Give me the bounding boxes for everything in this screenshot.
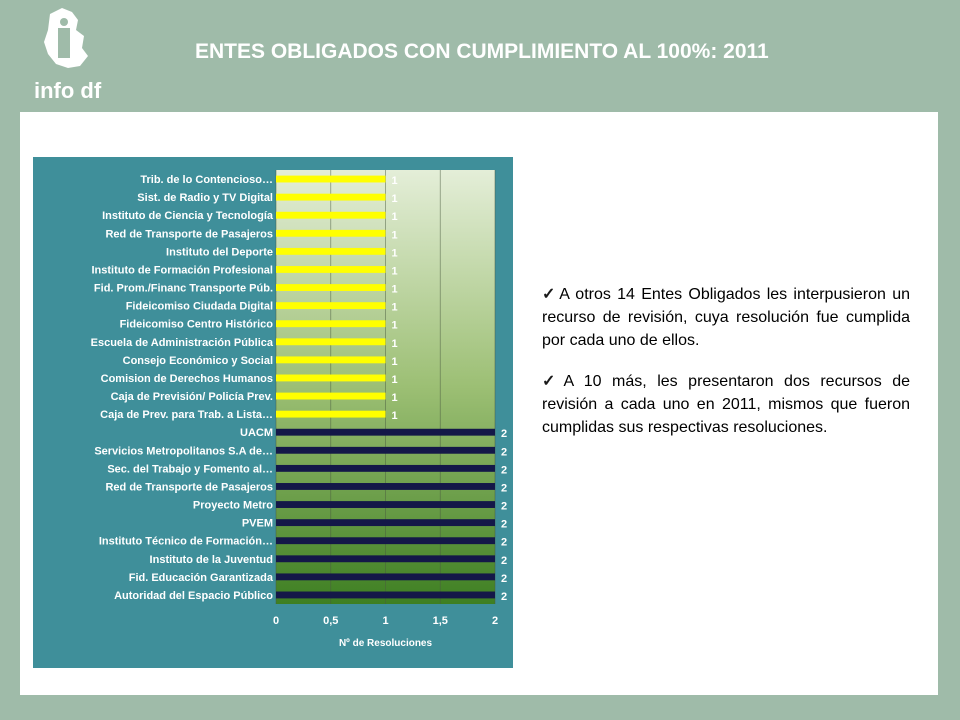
bar [276,302,386,309]
bar-chart [33,157,513,668]
x-axis-label: Nº de Resoluciones [338,638,433,649]
data-label: 1 [391,211,398,224]
y-tick-label: UACM [240,427,273,440]
bar [276,248,386,255]
data-label: 2 [501,500,508,513]
data-label: 1 [391,373,398,386]
bar [276,573,495,580]
bullet-list [542,283,910,457]
y-tick-label: Sec. del Trabajo y Fomento al… [107,463,273,476]
bar [276,212,386,219]
bar-chart-panel [33,157,513,668]
bar [276,266,386,273]
data-label: 1 [391,392,398,405]
bar [276,320,386,327]
bar [276,465,495,472]
bar [276,555,495,562]
x-tick-label: 2 [491,615,499,627]
bar [276,592,495,599]
bullet-item [542,370,910,439]
bar [276,483,495,490]
bar [276,230,386,237]
data-label: 2 [501,554,508,567]
check-icon: ✓ [542,286,558,303]
data-label: 2 [501,590,508,603]
data-label: 1 [391,175,398,188]
data-label: 1 [391,301,398,314]
bar [276,356,386,363]
data-label: 1 [391,283,398,296]
bar [276,194,386,201]
data-label: 1 [391,265,398,278]
y-tick-label: Red de Transporte de Pasajeros [105,228,273,241]
x-tick-label: 1 [382,615,389,627]
y-tick-label: Escuela de Administración Pública [90,336,273,349]
y-tick-label: Fideicomiso Ciudada Digital [125,300,273,313]
x-tick-label: 0 [272,615,280,627]
x-tick-label: 1,5 [432,615,448,627]
y-tick-label: Instituto de la Juventud [149,553,273,566]
data-label: 1 [391,319,398,332]
bar [276,393,386,400]
data-label: 1 [391,193,398,206]
y-tick-label: Instituto del Deporte [166,246,273,259]
y-tick-label: Instituto de Ciencia y Tecnología [102,210,273,223]
data-label: 2 [501,482,508,495]
data-label: 1 [391,355,398,368]
bar [276,519,495,526]
bar [276,375,386,382]
bar [276,447,495,454]
data-label: 1 [391,247,398,260]
data-label: 1 [391,410,398,423]
y-tick-label: Red de Transporte de Pasajeros [105,481,273,494]
bullet-item [542,283,910,352]
bar [276,501,495,508]
x-tick-label: 0,5 [323,615,339,627]
y-tick-label: PVEM [241,517,273,530]
y-tick-label: Instituto Técnico de Formación… [98,535,273,548]
data-label: 2 [501,518,508,531]
y-tick-label: Caja de Previsión/ Policía Prev. [110,391,273,404]
data-label: 1 [391,229,398,242]
y-tick-label: Comision de Derechos Humanos [100,372,273,385]
y-tick-label: Sist. de Radio y TV Digital [137,192,273,205]
check-icon: ✓ [542,373,562,390]
data-label: 2 [501,428,508,441]
bullet-text: A 10 más, les presentaron dos recursos de revisión a cada uno en 2011, mismos que fueron cumplidas sus respectivas resoluciones. [542,373,911,436]
bar [276,284,386,291]
page-title: ENTES OBLIGADOS CON CUMPLIMIENTO AL 100%: 2011 [195,40,769,63]
bar [276,429,495,436]
y-tick-label: Instituto de Formación Profesional [91,264,273,277]
bullet-text: A otros 14 Entes Obligados les interpusieron un recurso de revisión, cuya resolución fue cumplida por cada uno de ellos. [542,286,911,349]
y-tick-label: Trib. de lo Contencioso… [140,174,273,187]
y-tick-label: Consejo Económico y Social [122,354,273,367]
y-tick-label: Fid. Prom./Financ Transporte Púb. [93,282,273,295]
y-tick-label: Proyecto Metro [192,499,273,512]
bar [276,537,495,544]
bar [276,411,386,418]
data-label: 2 [501,536,508,549]
data-label: 2 [501,572,508,585]
bar [276,338,386,345]
y-tick-label: Autoridad del Espacio Público [114,589,273,602]
infodf-logo [28,6,108,106]
y-tick-label: Caja de Prev. para Trab. a Lista… [100,409,273,422]
data-label: 2 [501,446,508,459]
bar [276,176,386,183]
y-tick-label: Servicios Metropolitanos S.A de… [94,445,273,458]
y-tick-label: Fid. Educación Garantizada [128,571,273,584]
svg-text:info df: info df [34,78,102,103]
y-tick-label: Fideicomiso Centro Histórico [119,318,273,331]
data-label: 1 [391,337,398,350]
data-label: 2 [501,464,508,477]
